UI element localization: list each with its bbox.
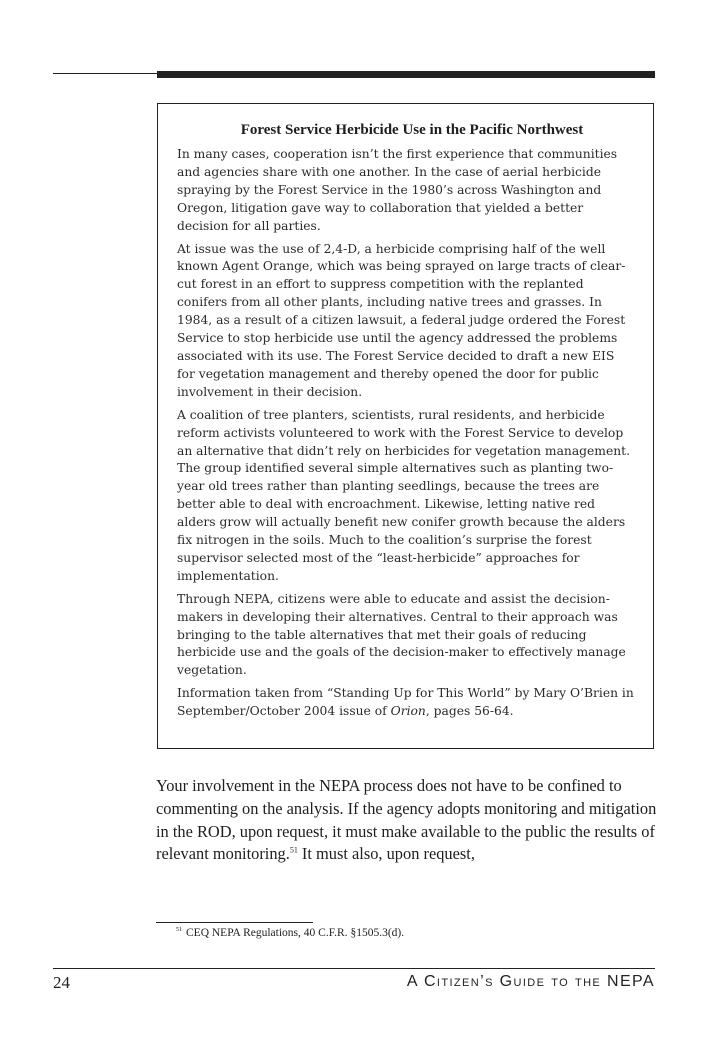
sidebar-paragraph-2: At issue was the use of 2,4-D, a herbicide comprising half of the well known Agent Orange, which was being sprayed on large tracts of clear-cut forest in an effort to suppress competition with the replanted conifers from all other plants, including native trees and grasses. In 1984, as a result of a citizen lawsuit, a federal judge ordered the Forest Service to stop herbicide use until the agency addressed the problems associated with its use. The Forest Service decided to draft a new EIS for vegetation management and thereby opened the door for public involvement in their decision. (177, 241, 626, 399)
sidebar-paragraph-3: A coalition of tree planters, scientists, rural residents, and herbicide reform activists volunteered to work with the Forest Service to develop an alternative that didn’t rely on herbicides for vegetation management. The group identified several simple alternatives such as planting two-year old trees rather than planting seedlings, because the trees are better able to deal with encroachment. Likewise, letting native red alders grow will actually benefit new conifer growth because the alders fix nitrogen in the soils. Much to the coalition’s surprise the forest supervisor selected most of the “least-herbicide” approaches for implementation. (177, 407, 631, 583)
page-number: 24 (53, 973, 70, 992)
header-rule-thick (157, 71, 655, 78)
footnote (176, 927, 404, 939)
footnote-text: CEQ NEPA Regulations, 40 C.F.R. §1505.3(d). (186, 927, 405, 939)
running-title: A Citizen’s Guide to the NEPA (406, 973, 655, 990)
footnote-number: 51 (176, 927, 182, 934)
footer-rule (53, 968, 655, 969)
body-text-continued: It must also, upon request, (297, 844, 475, 864)
footnote-rule (156, 922, 313, 923)
sidebar-source (177, 685, 635, 721)
source-suffix: , pages 56-64. (425, 704, 514, 719)
sidebar-box (157, 103, 654, 749)
header-rule-thin (53, 73, 157, 74)
sidebar-paragraph-4: Through NEPA, citizens were able to educate and assist the decision-makers in developing their alternatives. Central to their approach was bringing to the table alternatives that met their goals of reducing herbicide use and the goals of the decision-maker to effectively manage vegetation. (177, 591, 626, 678)
sidebar-title: Forest Service Herbicide Use in the Pacific Northwest (240, 122, 584, 138)
sidebar-paragraph-1: In many cases, cooperation isn’t the first experience that communities and agencies share with one another. In the case of aerial herbicide spraying by the Forest Service in the 1980’s across Washington and Oregon, litigation gave way to collaboration that yielded a better decision for all parties. (177, 147, 618, 233)
body-text: Your involvement in the NEPA process does not have to be confined to commenting on the analysis. If the agency adopts monitoring and mitigation in the ROD, upon request, it must make available to the public the results of relevant monitoring. (156, 776, 657, 864)
source-journal: Orion (390, 704, 426, 719)
source-prefix: Information taken from “Standing Up for This World” by Mary O’Brien in September/October 2004 issue of (177, 686, 634, 719)
body-paragraph (156, 775, 660, 866)
footnote-reference[interactable]: 51 (289, 845, 298, 855)
